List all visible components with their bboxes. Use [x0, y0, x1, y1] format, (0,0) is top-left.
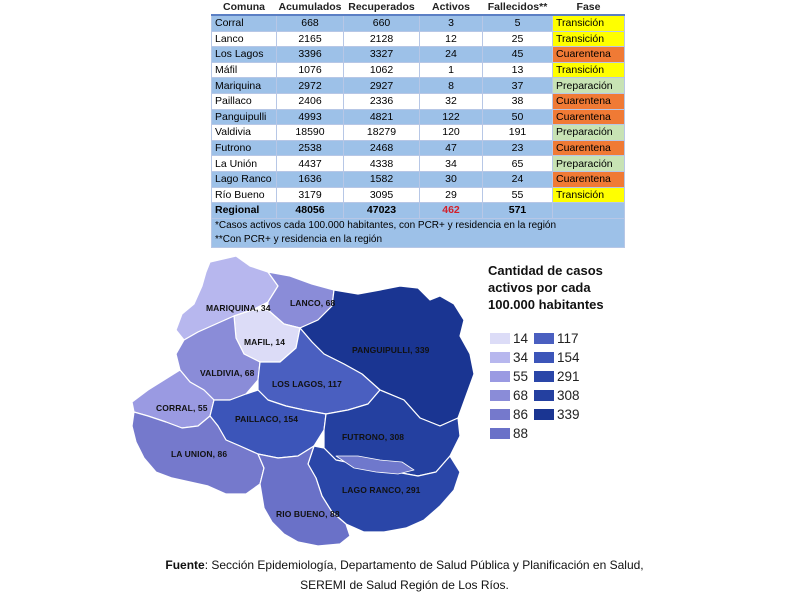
source-label: Fuente	[165, 558, 205, 572]
cell-activos: 8	[420, 78, 483, 94]
legend-value: 308	[557, 387, 580, 403]
cell-activos: 122	[420, 109, 483, 125]
cell-comuna: La Unión	[212, 156, 277, 172]
cell-comuna: Máfil	[212, 62, 277, 78]
cell-fallecidos: 38	[483, 93, 553, 109]
cell-recuperados: 2468	[344, 140, 420, 156]
cell-activos: 34	[420, 156, 483, 172]
cell-comuna: Regional	[212, 203, 277, 219]
header-comuna: Comuna	[212, 0, 277, 15]
table-row	[212, 62, 625, 78]
table-row	[212, 140, 625, 156]
cell-fallecidos: 191	[483, 125, 553, 141]
legend-swatch	[490, 352, 510, 363]
map-label-lanco: LANCO, 68	[290, 298, 336, 308]
map-label-paillaco: PAILLACO, 154	[235, 414, 299, 424]
legend-value: 14	[513, 330, 529, 346]
cell-recuperados: 660	[344, 15, 420, 31]
legend-swatch	[534, 352, 554, 363]
legend-item	[490, 349, 528, 365]
cell-acumulados: 18590	[277, 125, 344, 141]
table-row-regional	[212, 203, 625, 219]
cell-fase: Cuarentena	[553, 140, 625, 156]
legend-swatch	[534, 333, 554, 344]
cell-activos: 30	[420, 171, 483, 187]
cell-fase: Cuarentena	[553, 93, 625, 109]
cell-fase: Cuarentena	[553, 47, 625, 63]
map-label-valdivia: VALDIVIA, 68	[200, 368, 255, 378]
map-label-mafil: MAFIL, 14	[244, 337, 286, 347]
cell-activos: 32	[420, 93, 483, 109]
cell-acumulados: 3396	[277, 47, 344, 63]
legend-swatch	[534, 390, 554, 401]
table-row	[212, 15, 625, 31]
source-text-1: : Sección Epidemiología, Departamento de Salud Pública y Planificación en Salud,	[204, 558, 644, 572]
cell-blank	[553, 203, 625, 219]
map-label-lago-ranco: LAGO RANCO, 291	[342, 485, 421, 495]
cell-recuperados: 3095	[344, 187, 420, 203]
table-row	[212, 93, 625, 109]
legend-value: 88	[513, 425, 529, 441]
cell-acumulados: 3179	[277, 187, 344, 203]
source-line-2: SEREMI de Salud Región de Los Ríos.	[300, 578, 509, 592]
cell-activos: 12	[420, 31, 483, 47]
cell-comuna: Panguipulli	[212, 109, 277, 125]
cell-activos: 24	[420, 47, 483, 63]
legend-item	[490, 330, 528, 346]
legend-item	[534, 349, 580, 365]
cell-acumulados: 4993	[277, 109, 344, 125]
table-row	[212, 171, 625, 187]
cell-recuperados: 4821	[344, 109, 420, 125]
cell-fallecidos: 65	[483, 156, 553, 172]
cell-fallecidos: 23	[483, 140, 553, 156]
note-1: *Casos activos cada 100.000 habitantes, con PCR+ y residencia en la región	[215, 219, 557, 231]
legend-swatch	[534, 409, 554, 420]
cell-activos: 3	[420, 15, 483, 31]
legend-swatch	[534, 371, 554, 382]
legend-value: 154	[557, 349, 580, 365]
legend-value: 117	[557, 330, 579, 346]
cell-comuna: Lanco	[212, 31, 277, 47]
table-row	[212, 31, 625, 47]
legend-value: 55	[513, 368, 529, 384]
legend-item	[490, 387, 528, 403]
map-label-corral: CORRAL, 55	[156, 403, 208, 413]
cell-activos: 47	[420, 140, 483, 156]
cell-comuna: Futrono	[212, 140, 277, 156]
legend-title: Cantidad de casos activos por cada 100.000 habitantes	[488, 263, 604, 312]
table-row	[212, 47, 625, 63]
table-row	[212, 187, 625, 203]
cell-comuna: Lago Ranco	[212, 171, 277, 187]
map-label-rio-bueno: RIO BUENO, 88	[276, 509, 340, 519]
cell-fase: Preparación	[553, 125, 625, 141]
region-map	[118, 250, 478, 550]
map-label-mariquina: MARIQUINA, 34	[206, 303, 271, 313]
note-2: **Con PCR+ y residencia en la región	[215, 233, 383, 245]
cell-acumulados: 48056	[277, 203, 344, 219]
source-note	[0, 555, 809, 595]
table-row	[212, 78, 625, 94]
legend-item	[490, 368, 528, 384]
cell-fase: Transición	[553, 15, 625, 31]
legend-value: 68	[513, 387, 529, 403]
legend-value: 291	[557, 368, 580, 384]
cell-comuna: Mariquina	[212, 78, 277, 94]
cell-recuperados: 1582	[344, 171, 420, 187]
cell-fallecidos: 50	[483, 109, 553, 125]
header-recuperados: Recuperados	[344, 0, 420, 15]
cell-comuna: Corral	[212, 15, 277, 31]
cell-fase: Preparación	[553, 78, 625, 94]
header-acumulados: Acumulados	[278, 1, 342, 13]
header-fallecidos: Fallecidos**	[483, 0, 553, 15]
map-label-panguipulli: PANGUIPULLI, 339	[352, 345, 430, 355]
cell-recuperados: 2128	[344, 31, 420, 47]
cell-fallecidos: 571	[483, 203, 553, 219]
covid-table	[211, 0, 625, 248]
cell-acumulados: 4437	[277, 156, 344, 172]
table-header-row	[212, 0, 625, 15]
legend-value: 34	[513, 349, 529, 365]
cell-comuna: Río Bueno	[212, 187, 277, 203]
region-map-svg	[118, 250, 478, 550]
cell-recuperados: 47023	[344, 203, 420, 219]
legend-item	[490, 406, 528, 422]
cell-comuna: Paillaco	[212, 93, 277, 109]
cell-acumulados: 1636	[277, 171, 344, 187]
cell-fase: Transición	[553, 31, 625, 47]
cell-acumulados: 2538	[277, 140, 344, 156]
legend-swatch	[490, 428, 510, 439]
legend-value: 86	[513, 406, 529, 422]
cell-fallecidos: 5	[483, 15, 553, 31]
source-line-1	[0, 555, 809, 575]
cell-fase: Cuarentena	[553, 171, 625, 187]
cell-fase: Transición	[553, 62, 625, 78]
cell-comuna: Los Lagos	[212, 47, 277, 63]
cell-fallecidos: 45	[483, 47, 553, 63]
table-row	[212, 109, 625, 125]
map-label-los-lagos: LOS LAGOS, 117	[272, 379, 342, 389]
map-label-la-union: LA UNION, 86	[171, 449, 228, 459]
cell-activos: 1	[420, 62, 483, 78]
cell-recuperados: 18279	[344, 125, 420, 141]
cell-activos: 29	[420, 187, 483, 203]
cell-acumulados: 668	[277, 15, 344, 31]
cell-recuperados: 2336	[344, 93, 420, 109]
cell-fallecidos: 24	[483, 171, 553, 187]
cell-fase: Transición	[553, 187, 625, 203]
cell-fallecidos: 55	[483, 187, 553, 203]
cell-fallecidos: 37	[483, 78, 553, 94]
cell-fase: Preparación	[553, 156, 625, 172]
legend-swatch	[490, 333, 510, 344]
map-label-futrono: FUTRONO, 308	[342, 432, 405, 442]
header-activos: Activos	[420, 0, 483, 15]
cell-acumulados: 2165	[277, 31, 344, 47]
table-row	[212, 125, 625, 141]
cell-fallecidos: 25	[483, 31, 553, 47]
table-notes	[212, 218, 625, 247]
legend-item	[534, 368, 580, 384]
cell-fallecidos: 13	[483, 62, 553, 78]
legend-value: 339	[557, 406, 580, 422]
cell-acumulados: 1076	[277, 62, 344, 78]
cell-fase: Cuarentena	[553, 109, 625, 125]
cell-recuperados: 1062	[344, 62, 420, 78]
legend-item	[534, 387, 580, 403]
cell-activos: 462	[420, 203, 483, 219]
legend-item	[490, 425, 528, 441]
legend-item	[534, 330, 579, 346]
legend-swatch	[490, 390, 510, 401]
cell-recuperados: 2927	[344, 78, 420, 94]
legend-swatch	[490, 371, 510, 382]
legend-item	[534, 406, 580, 422]
cell-acumulados: 2406	[277, 93, 344, 109]
table-notes-row	[212, 218, 625, 247]
cell-comuna: Valdivia	[212, 125, 277, 141]
cell-recuperados: 3327	[344, 47, 420, 63]
legend-swatch	[490, 409, 510, 420]
header-fase: Fase	[553, 0, 625, 15]
cell-recuperados: 4338	[344, 156, 420, 172]
cell-acumulados: 2972	[277, 78, 344, 94]
table-row	[212, 156, 625, 172]
cell-activos: 120	[420, 125, 483, 141]
